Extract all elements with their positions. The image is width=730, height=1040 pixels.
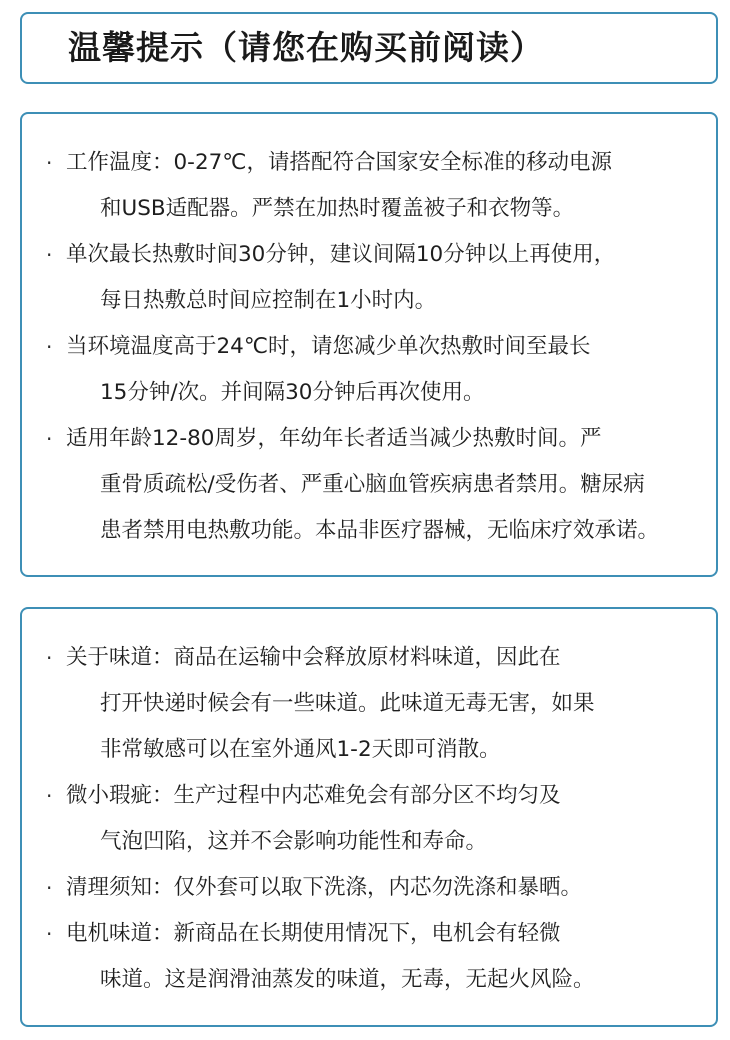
usage-notes-panel [20,112,718,577]
text-line [46,416,702,462]
line-text: 打开快递时候会有一些味道。此味道无毒无害，如果 [100,691,595,716]
text-line [46,727,702,773]
text-line [46,278,702,324]
text-line [46,140,702,186]
line-text: 气泡凹陷，这并不会影响功能性和寿命。 [100,829,488,854]
line-text: 单次最长热敷时间30分钟，建议间隔10分钟以上再使用， [66,242,616,267]
bullet-dot: · [46,922,53,946]
text-line [46,186,702,232]
text-line [46,681,702,727]
text-line [46,232,702,278]
text-line [46,911,702,957]
line-text: 清理须知：仅外套可以取下洗涤，内芯勿洗涤和暴晒。 [66,875,583,900]
line-text: 关于味道：商品在运输中会释放原材料味道，因此在 [66,645,561,670]
product-notes-list [46,635,702,1003]
line-text: 味道。这是润滑油蒸发的味道，无毒，无起火风险。 [100,967,595,992]
title-panel [20,12,718,84]
line-text: 工作温度：0-27℃，请搭配符合国家安全标准的移动电源 [66,150,612,175]
text-line [46,508,702,554]
bullet-dot: · [46,151,53,175]
line-text: 当环境温度高于24℃时，请您减少单次热敷时间至最长 [66,334,591,359]
line-text: 患者禁用电热敷功能。本品非医疗器械，无临床疗效承诺。 [100,518,660,543]
text-line [46,370,702,416]
text-line [46,773,702,819]
text-line [46,635,702,681]
text-line [46,462,702,508]
bullet-dot: · [46,646,53,670]
line-text: 电机味道：新商品在长期使用情况下，电机会有轻微 [66,921,561,946]
line-text: 重骨质疏松/受伤者、严重心脑血管疾病患者禁用。糖尿病 [100,472,645,497]
text-line [46,819,702,865]
line-text: 和USB适配器。严禁在加热时覆盖被子和衣物等。 [100,196,575,221]
bullet-dot: · [46,427,53,451]
line-text: 适用年龄12-80周岁，年幼年长者适当减少热敷时间。严 [66,426,602,451]
bullet-dot: · [46,784,53,808]
text-line [46,957,702,1003]
bullet-dot: · [46,243,53,267]
line-text: 15分钟/次。并间隔30分钟后再次使用。 [100,380,485,405]
line-text: 每日热敷总时间应控制在1小时内。 [100,288,437,313]
text-line [46,865,702,911]
bullet-dot: · [46,335,53,359]
product-notes-panel [20,607,718,1027]
page-title: 温馨提示（请您在购买前阅读） [68,28,544,67]
text-line [46,324,702,370]
usage-notes-list [46,140,702,554]
line-text: 非常敏感可以在室外通风1-2天即可消散。 [100,737,501,762]
line-text: 微小瑕疵：生产过程中内芯难免会有部分区不均匀及 [66,783,561,808]
bullet-dot: · [46,876,53,900]
